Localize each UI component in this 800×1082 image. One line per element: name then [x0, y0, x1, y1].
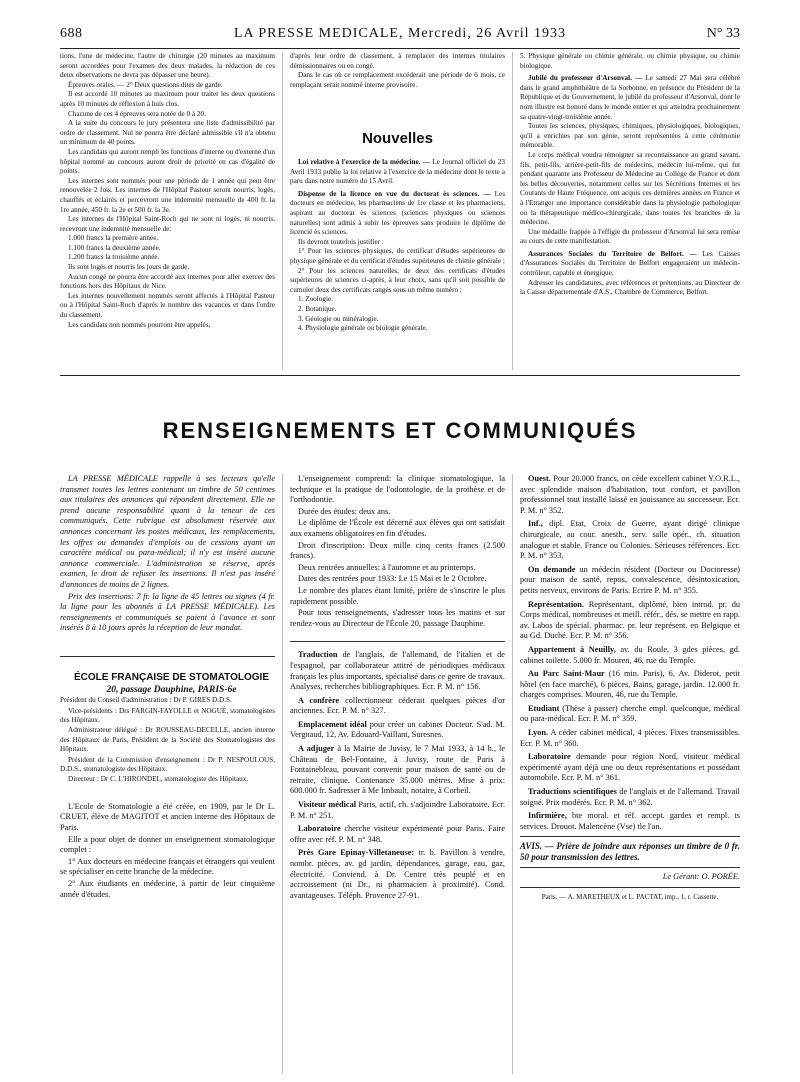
- ad-lead: Etudiant: [528, 703, 560, 713]
- top-col1-para-15: Les candidats non nommés pourront être appelés,: [68, 320, 211, 329]
- ad-text: pour créer un cabinet Docteur. S'ad. M. Vergnaud, 12, Av. Edouard-Vaillant, Suresnes.: [290, 719, 505, 740]
- ecole-detail-para-6: Dates des rentrées pour 1933: Le 15 Mai et le 2 Octobre.: [298, 574, 487, 584]
- dispense-line-7: 4. Physiologie générale ou biologie générale.: [298, 324, 428, 333]
- top-col1-para-2: Épreuves orales. — 2° Deux questions dites de garde.: [68, 80, 223, 89]
- top-col1-para-9: 1.000 francs la première année.: [68, 234, 159, 243]
- ad-lead: Lyon.: [528, 728, 549, 738]
- column-divider: [282, 52, 283, 370]
- classified-ads-col2: [290, 650, 505, 901]
- dispense-text: Les docteurs en médecine, les pharmaciens de 1re classe et les pharmaciens, aspirant au doctorat ès sciences (sciences physiques ou sciences naturelles) sont admis à subir les épreuves sans produire le diplôme de licencié ès sciences.: [290, 189, 505, 237]
- ad-text: av. du Roule, 3 gdes pièces, gd. cabinet toilette. 5.000 fr. Mouren, 46, rue du Temple.: [520, 644, 740, 665]
- ad-lead: Au Parc Saint-Maur: [528, 669, 605, 679]
- ad-lead: Laboratoire: [298, 824, 341, 834]
- top-col1-para-6: Les candidats qui auront rempli les fonctions d'interne ou d'externe d'un hôpital nommé au concours auront droit de priorité en cas d'égalité de points.: [60, 147, 275, 176]
- ecole-text-para-2: Elle a pour objet de donner un enseignement stomatologique complet :: [60, 834, 275, 855]
- ad-text: (Thèse à passer) cherche empl. quelconque, médical ou para-médical. Ecr. P. M. n° 359.: [520, 703, 740, 724]
- ad-text: Représentant, diplômé, bien introd. pr. du Corps médical, nombreuses et meill. référ., dés. se mettre en rapp. av. Labos de spécial. pharmac. pr. leur représent. en Belgique et au Gd. Duché. Ecr. P. M. n° 356.: [520, 599, 741, 641]
- imprint: Paris. — A. MARETHEUX et L. PACTAT, imp., 1, r. Cassette.: [541, 893, 719, 901]
- column-divider: [512, 474, 513, 1074]
- ad-text: dipl. Etat, Croix de Guerre, ayant dirigé clinique chirurgicale, au cour. anesth., serv. salle opér., ch. situation analogue et stable. France ou Colonies. Sérieuses références. Ecr. P. M. n° 353.: [520, 519, 740, 561]
- top-column-3: [520, 52, 740, 298]
- jubile-para-3: Une médaille frappée à l'effigie du professeur d'Arsonval lui sera remise au cours de cette manifestation.: [520, 227, 740, 246]
- ad-lead: Visiteur médical: [298, 800, 357, 810]
- ad-lead: Laboratoire: [528, 752, 571, 762]
- dispense-list: [290, 238, 505, 334]
- top-col1-para-14: Les internes nouvellement nommés seront affectés à l'Hôpital Pasteur ou à l'Hôpital Saint-Roch d'après le nombre des vacances et dans l'ordre du classement.: [60, 291, 275, 320]
- section-rule: [60, 375, 740, 376]
- divider: [520, 867, 740, 868]
- assur-heading: Assurances Sociales du Territoire de Belfort. —: [528, 249, 697, 258]
- classified-ad: [520, 565, 740, 597]
- classified-ad: [290, 824, 505, 845]
- loi-heading: Loi relative à l'exercice de la médecine. —: [298, 158, 430, 166]
- top-col1-para-12: Ils sont logés et nourris les jours de garde.: [68, 263, 190, 272]
- ad-text: un médecin résident (Docteur ou Doctoresse) pour maison de santé, repos, convalescence, désintoxication, petits nerveux, environs de Paris. Ecrire P. M. n° 355.: [520, 564, 740, 595]
- assur-text: Les Caisses d'Assurances Sociales du Territoire de Belfort engageraient un médecin-contrôleur, capable et énergique.: [520, 249, 740, 278]
- ad-text: Pour 20.000 francs, on cède excellent cabinet Y.O.R.L., avec splendide maison d'habitation, tout confort, et pavillon professionnel tout installé laissé en jouissance au successeur. Ecr. P. M. n° 352.: [520, 474, 740, 515]
- ecole-text-para-3: 1° Aux docteurs en médecine français et étrangers qui veulent se spécialiser en cette branche de la médecine.: [60, 856, 275, 877]
- classified-ad: [290, 848, 505, 901]
- classified-ad: [520, 474, 740, 516]
- ad-lead: On demande: [528, 564, 576, 574]
- classified-ad: [520, 600, 740, 642]
- assur-text-2: Adresser les candidatures, avec références et prétentions, au Directeur de la Caisse départementale d'A.S., Chambre de Commerce, Belfort.: [520, 278, 740, 297]
- col3-intro: 5. Physique générale ou chimie générale, ou chimie physique, ou chimie biologique.: [520, 52, 740, 70]
- notice-para-1: LA PRESSE MÉDICALE rappelle à ses lecteurs qu'elle transmet toutes les lettres contenant un timbre de 50 centimes aux titulaires des annonces qui répondent directement. Elle ne prend aucune responsabilité quant à la teneur de ces communiqués. Cette rubrique est absolument réservée aux annonces concernant les postes médicaux, les remplacements, les offres ou demandes d'emplois ou de cessions ayant un caractère médical ou para-médical; il n'y est inséré aucune annonce commerciale. L'administration se réserve, après examen, le droit de refuser les insertions. Il n'est pas inséré d'annonces de moins de 2 lignes.: [60, 474, 275, 589]
- ad-text: Paris, actif, ch. s'adjoindre Laboratoire. Ecr. P. M. n° 251.: [290, 800, 506, 820]
- jubile-para-2: Le corps médical voudra témoigner sa reconnaissance au grand savant, fils, petit-fils, arrière-petit-fils de médecins, médecin lui-même, qui fut pendant quarante ans Professeur de Médecine au Collège de France et dont les belles découvertes, notamment celles sur les Sécrétions Internes et les Courants de Haute Fréquence, ont acquis ces dernières années en France et à l'Etranger une importance considérable dans la physiologie pathologique ou la thérapeutique médico-chirurgicale, dans toutes les branches de la médecine.: [520, 150, 740, 227]
- ad-text: (16 min. Paris), 6, Av. Diderot, petit hôtel (en face marché), 6 pièces, Bains, garage, jardin. 12.000 fr. charges comprises. Mouren, 46, rue du Temple.: [520, 669, 741, 700]
- top-col1-para-3: Il est accordé 10 minutes au maximum pour traiter les deux questions après 10 minutes de réflexion à huis clos.: [60, 90, 275, 108]
- classified-ad: [290, 800, 505, 821]
- notice-para-2: Prix des insertions: 7 fr. la ligne de 45 lettres ou signes (4 fr. la ligne pour les abonnés à LA PRESSE MÉDICALE). Les renseignements et communiqués se paient à l'avance et sont insérés 8 à 10 jours après la réception de leur mandat.: [60, 591, 275, 633]
- ecole-detail-para-7: Le nombre des places étant limité, prière de s'inscrire le plus rapidement possible.: [290, 585, 505, 606]
- journal-title: LA PRESSE MEDICALE, Mercredi, 26 Avril 1933: [233, 26, 567, 41]
- section-heading-nouvelles: Nouvelles: [362, 130, 433, 147]
- classified-ad: [290, 744, 505, 797]
- bottom-column-3: [520, 474, 740, 904]
- ad-lead: Traductions scientifiques: [528, 787, 617, 797]
- top-column-2: [290, 52, 505, 90]
- top-col1-para-7: Les internes sont nommés pour une période de 1 année qui peut être renouvelée 2 fois. Les internes de l'Hôpital Pasteur seront nourris, logés, chauffés et éclairés et percevront une indemnité mensuelle de 400 fr. la 1re année, 450 fr. la 2e et 500 fr. la 3e.: [60, 176, 275, 214]
- classified-ad: [520, 752, 740, 784]
- classified-ad: [520, 728, 740, 749]
- dispense-line-6: 3. Géologie ou minéralogie.: [298, 314, 379, 323]
- jubile-para-1: Toutes les sciences, physiques, chimiques, physiologiques, biologiques, qu'il a enrichies par son génie, seront représentées à cette cérémonie mémorable.: [520, 122, 740, 150]
- ad-text: de l'anglais, de l'allemand, de l'italien et de l'espagnol, par collaborateur attitré de périodiques médicaux français les plus importants, spécialisé dans ce genre de travaux. Analyses, recherches bibliographiques. Ecr. P. M. n° 156.: [290, 650, 505, 692]
- nouvelles-column: [290, 158, 505, 334]
- classified-ad: [520, 519, 740, 561]
- top-col1-para-5: A la suite du concours le jury présentera une liste d'admissibilité par ordre de classement. Nul ne pourra être déclaré admissible s'il n'a obtenu un minimum de 40 points.: [60, 119, 275, 147]
- col2-intro-2: Dans le cas où ce remplacement excéderait une période de 6 mois, ce remplaçant serait nommé interne provisoire.: [290, 71, 505, 89]
- ad-lead: Ouest.: [528, 474, 551, 483]
- ad-lead: Représentation.: [528, 599, 584, 609]
- ecole-officer-1: Président du Conseil d'administration : Dr P. GIRES D.D.S.: [60, 696, 232, 705]
- dispense-line-2: 1° Pour les sciences physiques, du certificat d'études supérieures de physique générale et du certificat d'études supérieures de chimie générale ;: [290, 247, 505, 265]
- classified-ads-col3: [520, 474, 740, 832]
- ecole-detail-para-4: Droit d'inscription: Deux mille cinq cents francs (2.500 francs).: [290, 540, 505, 561]
- ad-lead: Emplacement idéal: [298, 719, 367, 729]
- divider: [520, 887, 740, 888]
- ecole-text: [60, 802, 275, 900]
- classified-ad: [520, 704, 740, 725]
- ad-text: bte moral. et réf. accept. gardes et rempl. ts services. Drouot. Malencène (Vse) tle l'an.: [520, 811, 740, 831]
- classified-ad: [290, 696, 505, 717]
- ecole-detail-para-3: Le diplôme de l'École est décerné aux élèves qui ont satisfait aux examens obligatoires en fin d'études.: [290, 518, 505, 538]
- ecole-officer-5: Directeur : Dr C. L'HIRONDEL, stomatologiste des Hôpitaux.: [68, 775, 249, 784]
- dispense-line-4: 1. Zoologie.: [298, 295, 333, 304]
- top-col1-para-11: 1.200 francs la troisième année.: [68, 253, 160, 262]
- ecole-detail-para-1: L'enseignement comprend: la clinique stomatologique, la technique et la pratique de l'odontologie, de la prothèse et de l'orthodontie.: [290, 474, 505, 505]
- page-number: 688: [60, 26, 83, 41]
- column-divider: [512, 52, 513, 370]
- divider: [520, 836, 740, 837]
- ad-text: à la Mairie de Juvisy, le 7 Mai 1933, à 14 h., le Château de Bel-Fontaine, à Juvisy, route de Paris à Fontainebleau, pouvant convenir pour maison de santé ou de retraite, clinique. Contenance 35.000 mètres. Mise à prix: 600.000 fr. Sadresser à Me Imbault, notaire, à Corbeil.: [290, 744, 506, 796]
- ad-text: demande pour région Nord, visiteur médical expérimenté ayant déjà une ou deux représentations et possédant automobile. Ecr. P. M. n° 361.: [520, 752, 741, 783]
- ad-lead: A adjuger: [298, 744, 335, 754]
- ecole-text-para-1: L'Ecole de Stomatologie a été créée, en 1909, par le Dr L. CRUET, élève de MAGITOT et ancien interne des Hôpitaux de Paris.: [60, 801, 275, 832]
- ecole-officer-3: Administrateur délégué : Dr ROUSSEAU-DECELLE, ancien interne des Hôpitaux de Paris, Président de la Société des Stomatologistes des Hôpitaux.: [60, 726, 275, 754]
- ad-lead: Traduction: [298, 650, 338, 660]
- jubile-heading: Jubilé du professeur d'Arsonval. —: [528, 74, 643, 83]
- jubile-text: Le samedi 27 Mai sera célébré dans le grand amphithéâtre de la Sorbonne, en présence du Président de la République et du Gouvernement, le jubilé du professeur d'Arsonval, dont le nom illustre est honoré dans le monde entier et qui atteindra prochainement sa quatre-vingt-troisième année.: [520, 74, 741, 121]
- ad-text: de l'anglais et de l'allemand. Travail soigné. Prix modérés. Ecr. P. M. n° 362.: [520, 787, 740, 807]
- ad-lead: Près Gare Epinay-Villetaneuse:: [298, 848, 415, 858]
- top-col1-para-1: tions, l'une de médecine, l'autre de chirurgie (20 minutes au maximum seront accordées pour l'examen des deux malades, la rédaction de ces deux observations ne devra pas dépasser une heure).: [60, 52, 275, 80]
- dispense-line-5: 2. Botanique.: [298, 304, 337, 313]
- avis-notice: AVIS. — Prière de joindre aux réponses un timbre de 0 fr. 50 pour transmission des lettres.: [520, 841, 740, 863]
- ad-text: tr. b. Pavillon à vendre, nombr. pièces, av. gd jardin, dépendances, garage, eau, gaz, électricité. Conviend. à Dr. Centre très peuplé et en accroissement (ni Dr., ni pharmacien à proximité). Cond. avantageuses. Téléph. Provence 27-91.: [290, 848, 505, 900]
- issue-number: N° 33: [706, 26, 740, 41]
- page-header: [60, 26, 740, 48]
- top-col1-para-10: 1.100 francs la deuxième année.: [68, 243, 161, 252]
- loi-text: Le Journal officiel du 23 Avril 1933 publie la loi relative à l'exercice de la médecine dont le texte a paru dans notre numéro du 15 Avril.: [290, 158, 505, 186]
- dispense-line-1: Ils devront toutefois justifier :: [298, 237, 384, 246]
- top-col1-para-8: Les internes de l'Hôpital Saint-Roch qui ne sont ni logés, ni nourris, recevront une indemnité mensuelle de:: [60, 215, 275, 233]
- classified-ad: [290, 720, 505, 741]
- classified-ad: [520, 811, 740, 832]
- gerant: Le Gérant: O. PORÉE.: [662, 872, 740, 882]
- classified-ad: [520, 645, 740, 666]
- ecole-title: ÉCOLE FRANÇAISE DE STOMATOLOGIE: [73, 671, 269, 683]
- bottom-column-2: [290, 474, 505, 904]
- column-divider: [282, 474, 283, 1074]
- ad-text: collectionneur céderait quelques pièces d'or anciennes. Ecr. P. M. n° 327.: [290, 695, 505, 716]
- ecole-text-para-4: 2° Aux étudiants en médecine, à partir de leur cinquième année d'études.: [60, 878, 275, 899]
- ad-text: cherche visiteur expérimenté pour Paris. Faire offre avec réf. P. M. n° 348.: [290, 824, 505, 844]
- ecole-detail-para-2: Durée des études: deux ans.: [298, 506, 391, 516]
- ad-lead: Appartement à Neuilly,: [528, 644, 616, 654]
- top-col1-para-13: Aucun congé ne pourra être accordé aux internes pour aller exercer des fonctions hors des Hôpitaux de Nice.: [60, 272, 275, 291]
- top-col1-para-4: Chacune de ces 4 épreuves sera notée de 0 à 20.: [68, 109, 206, 118]
- ad-text: A céder cabinet médical, 4 pièces. Fixes transmissibles. Ecr. P. M. n° 360.: [520, 728, 740, 748]
- dispense-heading: Dispense de la licence en vue du doctorat ès sciences. —: [298, 189, 491, 198]
- ecole-detail-para-8: Pour tous renseignements, s'adresser tous les matins et sur rendez-vous au Directeur de l'École 20, passage Dauphine.: [290, 608, 505, 628]
- ecole-officers: [60, 696, 275, 785]
- classified-ad: [520, 669, 740, 701]
- divider: [60, 656, 275, 657]
- divider: [290, 641, 505, 642]
- header-rule: [60, 48, 740, 49]
- section-title: RENSEIGNEMENTS ET COMMUNIQUÉS: [162, 418, 638, 443]
- ad-lead: Infirmière,: [528, 811, 567, 821]
- bottom-column-1: [60, 474, 275, 901]
- col2-intro-1: d'après leur ordre de classement, à remplacer des internes titulaires démissionnaires ou en congé.: [290, 52, 505, 70]
- ecole-address: 20, passage Dauphine, PARIS-6e: [106, 684, 237, 695]
- classified-ad: [290, 650, 505, 692]
- ad-lead: A confrère: [298, 695, 340, 705]
- classified-ad: [520, 787, 740, 808]
- dispense-line-3: 2° Pour les sciences naturelles, de deux des certificats d'études supérieures de sciences ci-après, à leur choix, sans qu'il soit possible de cumuler deux des certificats rangés sous un même numéro :: [290, 266, 505, 294]
- ecole-officer-4: Président de la Commission d'enseignement : Dr P. NESPOULOUS, D.D.S., stomatologiste des Hôpitaux.: [60, 755, 275, 773]
- ecole-detail-para-5: Deux rentrées annuelles: à l'automne et au printemps.: [298, 562, 476, 572]
- ecole-details: [290, 474, 505, 629]
- ecole-officer-2: Vice-présidents : Drs FARGIN-FAYOLLE et NOGUÉ, stomatologistes des Hôpitaux.: [60, 706, 275, 724]
- top-column-1: [60, 52, 275, 330]
- ad-lead: Inf.,: [528, 519, 543, 529]
